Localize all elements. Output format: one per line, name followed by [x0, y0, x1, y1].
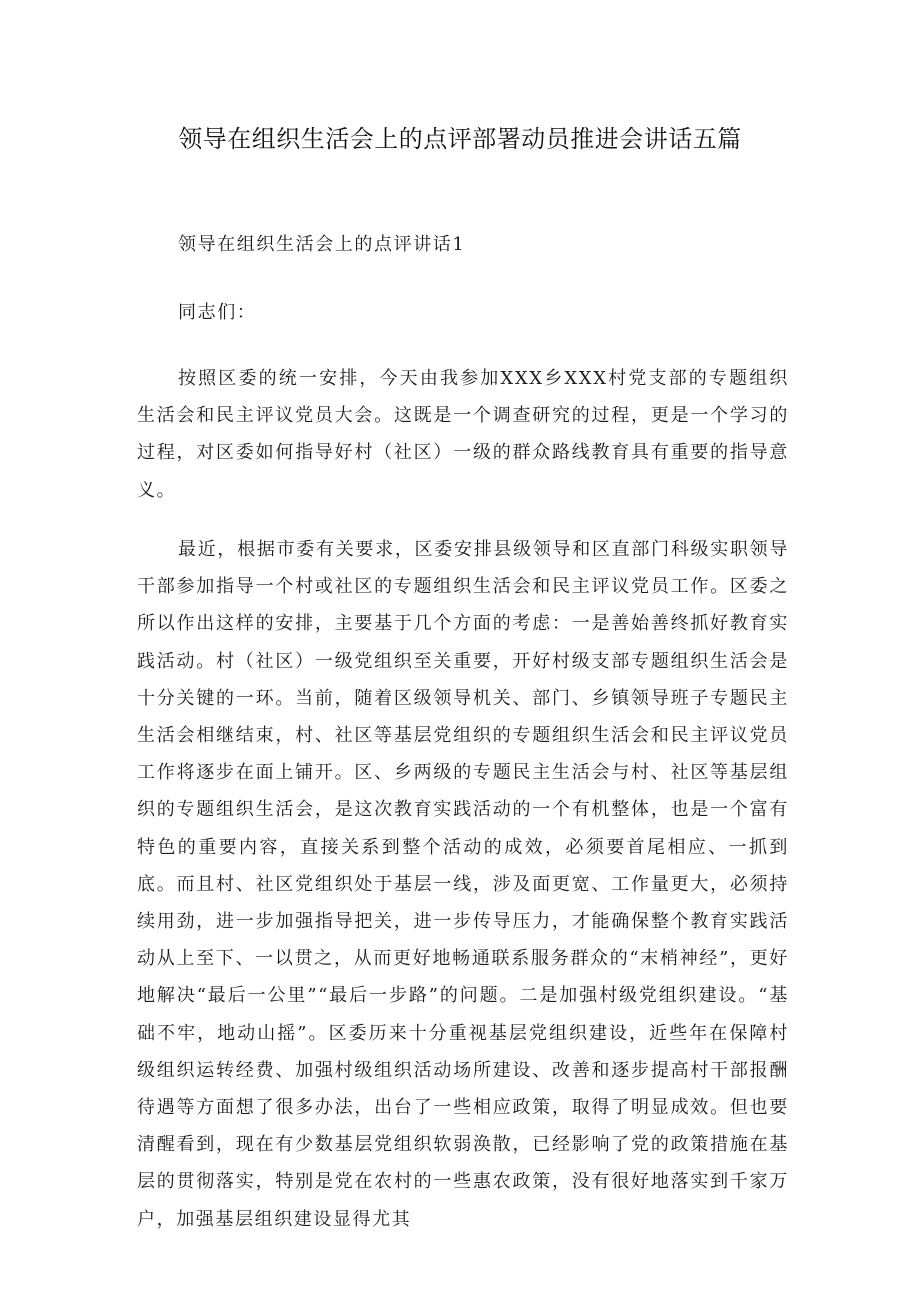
speech-subtitle: 领导在组织生活会上的点评讲话1	[178, 234, 466, 255]
paragraph-2: 最近，根据市委有关要求，区委安排县级领导和区直部门科级实职领导干部参加指导一个村或社区的专题组织生活会和民主评议党员工作。区委之所以作出这样的安排，主要基于几个方面的考虑：一是善始善终抓好教育实践活动。村（社区）一级党组织至关重要，开好村级支部专题组织生活会是十分关键的一环。当前，随着区级领导机关、部门、乡镇领导班子专题民主生活会相继结束，村、社区等基层党组织的专题组织生活会和民主评议党员工作将逐步在面上铺开。区、乡两级的专题民主生活会与村、社区等基层组织的专题组织生活会，是这次教育实践活动的一个有机整体，也是一个富有特色的重要内容，直接关系到整个活动的成效，必须要首尾相应、一抓到底。而且村、社区党组织处于基层一线，涉及面更宽、工作量更大，必须持续用劲，进一步加强指导把关，进一步传导压力，才能确保整个教育实践活动从上至下、一以贯之，从而更好地畅通联系服务群众的“末梢神经”，更好地解决“最后一公里”“最后一步路”的问题。二是加强村级党组织建设。“基础不牢，地动山摇”。区委历来十分重视基层党组织建设，近些年在保障村级组织运转经费、加强村级组织活动场所建设、改善和逐步提高村干部报酬待遇等方面想了很多办法，出台了一些相应政策，取得了明显成效。但也要清醒看到，现在有少数基层党组织软弱涣散，已经影响了党的政策措施在基层的贯彻落实，特别是党在农村的一些惠农政策，没有很好地落实到千家万户，加强基层组织建设显得尤其	[137, 539, 789, 1230]
greeting: 同志们：	[178, 302, 257, 323]
paragraph-1: 按照区委的统一安排，今天由我参加XXX乡XXX村党支部的专题组织生活会和民主评议党员大会。这既是一个调查研究的过程，更是一个学习的过程，对区委如何指导好村（社区）一级的群众路线教育具有重要的指导意义。	[137, 368, 789, 501]
document-title: 领导在组织生活会上的点评部署动员推进会讲话五篇	[178, 125, 742, 153]
